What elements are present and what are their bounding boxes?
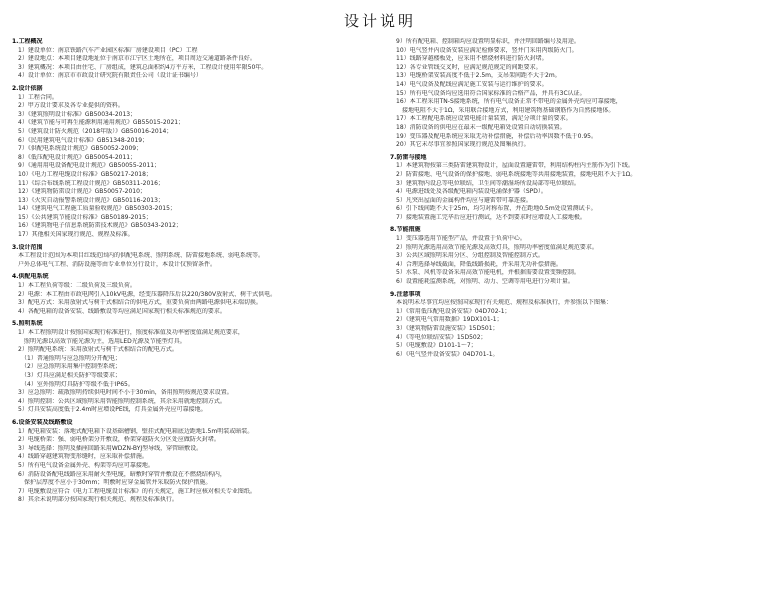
text-line: 17）其他相关国家现行规范、规程及标准。 [12,231,134,239]
document-title: 设计说明 [343,12,416,30]
text-line: 3）建筑物内设总等电位联结，卫生间等潮湿场所设局部等电位联结。 [390,179,580,187]
text-line: 17）本工程配电系统应设置电能计量装置，满足分项计量的要求。 [390,115,572,123]
text-line: 7）电缆敷设应符合《电力工程电缆设计标准》的有关规定，施工时应核对相关专业图纸。 [12,487,256,495]
text-line: 2）建设地点：本项目建设地址位于南京市江宁区土地所在，项目周边交通道路条件良好。 [12,55,256,63]
text-line: 7）《供配电系统设计规范》GB50052-2009； [12,145,143,153]
right-column [390,38,746,608]
text-line: 9）所有配电箱、控制箱均应设置明显标识，并注明回路编号及用途。 [390,38,580,45]
text-line: 2）电缆桥架：强、弱电桥架分开敷设，桥架穿越防火分区处应做防火封堵。 [12,436,220,444]
text-line: 2）照明配电系统：采用放射式与树干式相结合的配电方式。 [12,346,178,354]
text-line: 1）变压器选用节能型产品，并设置于负荷中心。 [390,235,526,243]
text-line: 18）消防设备的供电应在最末一级配电箱处设置自动切换装置。 [390,123,566,131]
text-line: 1）本工程照明设计按照国家现行标准进行，照度标准值及功率密度值满足规范要求， [12,329,244,336]
text-line: 7）接地装置施工完毕后应进行测试，达不到要求时应增设人工接地极。 [390,213,586,221]
text-line: 3）建筑概况：本项目由住宅、厂房组成，建筑总面积约4万平方米，工程设计使用年限50年。 [12,63,268,71]
text-line: 5）《建筑设计防火规范（2018年版）》GB50016-2014； [12,127,173,135]
text-line: 1）建设单位：南京铁路汽车产业园区标准厂房建设项目（PC）工程 [12,46,198,54]
text-line: 11）线路穿越楼板处，应采用不燃烧材料进行防火封堵。 [390,55,548,63]
text-line: 14）电气设备及配线应满足施工安装与运行维护的要求。 [390,80,548,88]
text-line: 4）《等电位联结安装》15D502； [390,333,487,341]
text-line: 2）电源：本工程由市政电网引入10kV电源，经变压器降压后以220/380V放射式、树干式供电。 [12,290,277,298]
text-line: 15）《公共建筑节能设计标准》GB50189-2015； [12,213,152,221]
text-line: 13）电缆桥架安装高度不低于2.5m，支吊架间距不大于2m。 [390,72,561,80]
text-line: 16）本工程采用TN-S接地系统，所有电气设备正常不带电的金属外壳均应可靠接地， [390,98,622,106]
section-heading: 9.注意事项 [390,290,421,298]
text-line: 4）设计单位：南京市市政设计研究院有限责任公司（设计证书编号） [12,72,202,80]
text-line: 9）《通用用电设备配电设计规范》GB50055-2011； [12,162,161,170]
text-line: 5）水泵、风机等设备采用高效节能电机，并根据需要设置变频控制。 [390,269,580,277]
text-line: （2）应急照明采用集中控制型系统； [12,363,121,371]
text-line: 4）线路穿越建筑物变形缝时，应采取补偿措施。 [12,453,148,461]
section-heading: 5.照明系统 [12,320,43,328]
text-line: 6）《民用建筑电气设计标准》GB51348-2019； [12,136,149,144]
text-line: 5）《电缆敷设》D101-1～7； [390,342,477,350]
text-line: 5）灯具安装高度低于2.4m时应增设PE线，灯具金属外壳应可靠接地。 [12,406,207,414]
text-line: （4）室外照明灯具防护等级不低于IP65。 [12,380,134,388]
text-line: 6）引下线间距不大于25m，均匀对称布置，并在距地0.5m处设置测试卡。 [390,205,597,213]
text-line: 本工程设计范围为本项目红线范围内的供配电系统、照明系统、防雷接地系统、弱电系统等。 [12,252,265,260]
text-line: 照明光源以高效节能光源为主，选用LED光源及节能型灯具。 [12,337,186,345]
text-line: 14）《建筑电气工程施工质量验收规范》GB50303-2015； [12,205,176,213]
text-line: 5）所有电气设备金属外壳、构架等均应可靠接地。 [12,461,154,469]
text-line: 19）变压器及配电系统应采取无功补偿措施，补偿后功率因数不低于0.95。 [390,132,597,140]
section-heading: 4.供配电系统 [12,273,49,281]
text-line: 12）《建筑物防雷设计规范》GB50057-2010； [12,188,146,196]
text-line: 1）本建筑物按第三类防雷建筑物设计，屋面设置避雷带，利用结构柱内主筋作为引下线。 [390,162,634,170]
text-line: 保护层厚度不应小于30mm；明敷时应穿金属管并采取防火保护措施。 [12,479,212,487]
text-line: 4）照明控制：公共区域照明采用智能照明控制系统，其余采用就地控制方式。 [12,397,226,405]
text-line: 6）设置能耗监测系统，对照明、动力、空调等用电进行分项计量。 [390,278,574,286]
text-line: 接地电阻不大于1Ω，采用联合接地方式，利用建筑物基础钢筋作为自然接地体。 [390,106,615,114]
section-heading: 2.设计依据 [12,84,43,92]
text-line: 3）配电方式：采用放射式与树干式相结合的供电方式，重要负荷由两路电源供电末端切换。 [12,299,262,307]
text-line: 1）配电箱安装：落地式配电箱下设基础槽钢，壁挂式配电箱底边距地1.5m明装或暗装。 [12,427,254,435]
text-line: 2）防雷接地、电气设备的保护接地、弱电系统接地等共用接地装置，接地电阻不大于1Ω。 [390,170,637,178]
text-line: 10）电气竖井内设备安装应满足检修要求，竖井门采用丙级防火门。 [390,46,578,54]
section-heading: 1.工程概况 [12,38,43,45]
text-line: 4）各配电箱的设备安装、线路敷设等均应满足国家现行相关标准规范的要求。 [12,307,226,315]
text-line: 8）其余未说明部分按国家现行相关规范、规程及标准执行。 [12,496,178,504]
text-line: 1）工程合同。 [12,93,58,101]
text-line: 2）甲方设计要求及各专业提供的资料。 [12,102,124,110]
text-line: 15）所有电气设备均应选用符合国家标准的合格产品，并具有3C认证。 [390,89,586,97]
text-line: （1）普通照明与应急照明分开配电； [12,354,121,362]
text-line: 20）其它未尽事宜参照国家现行规范及图集执行。 [390,141,530,149]
section-heading: 6.设备安装及线路敷设 [12,418,73,426]
text-line: 2）《建筑电气常用数据》19DX101-1； [390,316,503,324]
text-line: 16）《建筑物电子信息系统防雷技术规范》GB50343-2012； [12,222,182,230]
text-line: 5）凡突出屋面的金属构件均应与避雷带可靠连接。 [390,196,532,204]
text-line: 3）公共区域照明采用分区、分组控制及智能控制方式。 [390,252,544,260]
text-line: 本说明未尽事宜均应按照国家现行有关规范、规程及标准执行，并参照以下图集： [390,299,613,307]
section-heading: 7.防雷与接地 [390,153,427,161]
text-line: 11）《综合布线系统工程设计规范》GB50311-2016； [12,179,164,187]
text-line: 8）《低压配电设计规范》GB50054-2011； [12,153,137,161]
section-heading: 8.节能措施 [390,226,421,234]
text-line: 6）《电气竖井设备安装》04D701-1。 [390,350,499,358]
text-line: 3）导线选择：照明及插座回路采用WDZN-BYJ型导线，穿管暗敷设。 [12,444,203,452]
section-heading: 3.设计范围 [12,243,43,251]
text-line: 4）合理选择导线截面，降低线路损耗，并采用无功补偿措施。 [390,260,562,268]
text-line: 2）照明光源选用高效节能光源及高效灯具，照明功率密度值满足规范要求。 [390,243,598,251]
text-line: 3）《建筑照明设计标准》GB50034-2013； [12,110,137,118]
text-line: 10）《电力工程电缆设计标准》GB50217-2018； [12,170,152,178]
text-line: 1）本工程负荷等级：二级负荷及三级负荷。 [12,282,136,290]
text-line: 户外总体电气工程、消防设施等由专业单位另行设计，本设计仅预留条件。 [12,260,217,268]
text-line: 3）应急照明：疏散照明持续供电时间不小于30min，备用照明按规范要求设置。 [12,389,233,397]
text-line: 1）《常用低压配电设备安装》04D702-1； [390,307,511,315]
text-line: 3）《建筑物防雷设施安装》15D501； [390,325,499,332]
text-line: 4）《建筑节能与可再生能源利用通用规范》GB55015-2021； [12,119,185,127]
text-line: 6）消防设备配电线路应采用耐火型电缆，暗敷时穿管并敷设在不燃烧结构内， [12,470,226,478]
text-line: 13）《火灾自动报警系统设计规范》GB50116-2013； [12,196,164,204]
text-line: （3）灯具应满足相关防护等级要求； [12,371,121,379]
left-column [12,38,368,608]
text-line: 12）各专业管线交叉时，应满足规范规定的间距要求。 [390,63,542,71]
text-line: 4）电源进线处及各级配电箱内装设电涌保护器（SPD）。 [390,188,547,196]
